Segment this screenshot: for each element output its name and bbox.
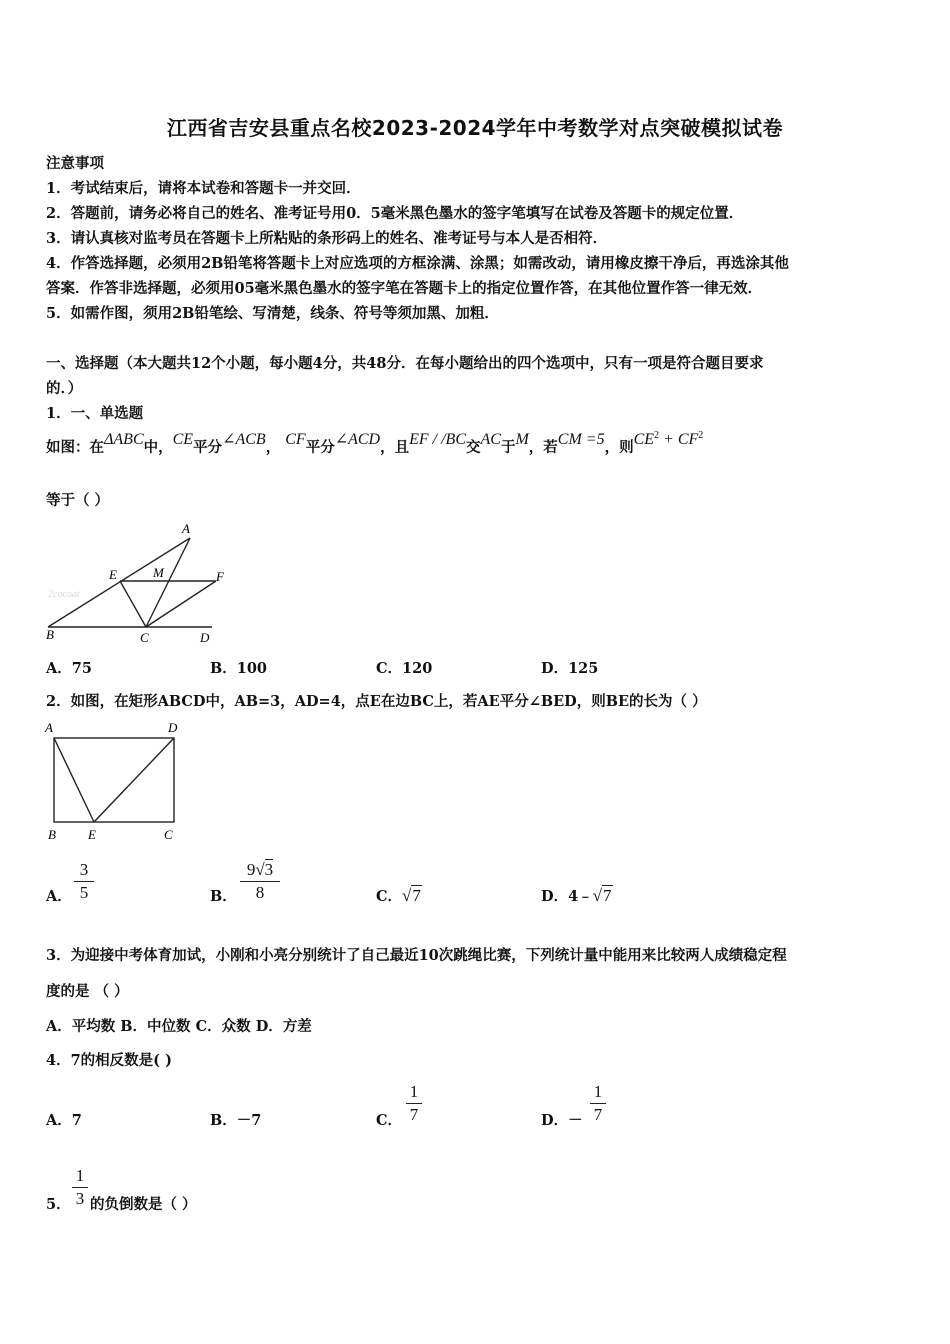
notice-item: 5．如需作图，须用2B铅笔绘、写清楚，线条、符号等须加黑、加粗． [46,305,499,322]
numerator: 1 [75,1166,85,1185]
line-fc [146,581,216,627]
fraction-bar [590,1103,606,1104]
q2-figure [40,716,190,846]
q1-math: AC [480,431,501,448]
q1-text: 平分 [193,439,223,456]
q1-text: 中， [143,439,173,456]
section-heading-cont: 的．） [46,380,83,397]
label-d: D [168,720,178,735]
q3-options[interactable]: A．平均数 B．中位数 C．众数 D．方差 [46,1018,312,1035]
q1-text: 如图：在 [46,439,104,456]
fraction-bar [240,881,280,882]
label-c: C [140,630,149,645]
q1-math: M [515,431,529,448]
q1-math: ∠ACB [222,431,266,448]
q4-option-b[interactable]: B．－7 [210,1112,262,1129]
q1-math: CE [633,431,655,448]
q1-stem-cont: 等于（ ） [46,492,110,509]
q1-figure [40,515,230,650]
sqrt-sign: √ [592,886,603,905]
notice-heading: 注意事项 [46,155,104,172]
fraction-bar [74,881,94,882]
numerator: 1 [593,1082,603,1101]
q3-stem: 3．为迎接中考体育加试，小刚和小亮分别统计了自己最近10次跳绳比赛，下列统计量中能用来比较两人成绩稳定程 [46,947,787,964]
q1-math: CE [172,431,194,448]
q1-text: ，则 [604,439,634,456]
label-d: D [200,630,210,645]
q2-option-d[interactable] [541,885,613,906]
q4-option-c[interactable]: C． [376,1112,403,1129]
radicand: 7 [603,886,612,905]
q4-option-c-fraction [406,1082,422,1125]
q2-option-c[interactable] [376,885,422,906]
q1-option-b[interactable]: B．100 [210,660,268,677]
notice-item: 答案．作答非选择题，必须用05毫米黑色墨水的签字笔在答题卡上的指定位置作答，在其他位置作答一律无效． [46,280,763,297]
q2-option-b-fraction [240,860,280,903]
q4-stem: 4．7的相反数是( ) [46,1052,172,1069]
q2-option-a[interactable]: A． [46,888,72,905]
q1-text: 交 [466,439,481,456]
q1-math: + CF [659,431,699,448]
label-b: B [48,827,56,842]
q1-math: CM =5 [557,431,605,448]
numerator: 3 [79,860,89,879]
q1-math: CF [285,431,306,448]
denominator: 3 [75,1189,85,1208]
label-c: C [164,827,173,842]
sqrt-expression [593,885,613,905]
fraction-bar [72,1187,88,1188]
q1-text: ，若 [528,439,558,456]
coefficient: 9 [246,860,256,879]
q1-text: ， [265,439,281,456]
q1-text: 平分 [305,439,335,456]
q5-stem: 的负倒数是（ ） [90,1196,197,1213]
radicand: 7 [412,886,421,905]
section-heading: 一、选择题（本大题共12个小题，每小题4分，共48分．在每小题给出的四个选项中，只有一项是符合题目要求 [46,355,764,372]
label-a: A [182,521,190,536]
line-ed [94,738,174,822]
denominator: 7 [409,1105,419,1124]
label-e: E [88,827,96,842]
q1-header: 1．一、单选题 [46,405,144,422]
option-label: C． [376,888,403,905]
q1-option-a[interactable]: A．75 [46,660,92,677]
sqrt-sign: √ [402,886,412,905]
label-b: B [46,627,54,642]
sqrt-sign: √ [255,860,265,879]
q4-option-d-fraction [590,1082,606,1125]
q1-option-c[interactable]: C．120 [376,660,433,677]
sqrt-expression [402,885,422,905]
q2-option-a-fraction [74,860,94,903]
numerator: 1 [409,1082,419,1101]
denominator: 8 [255,883,265,902]
numerator [240,860,280,880]
denominator: 7 [593,1105,603,1124]
line-ec [120,581,146,627]
notice-item: 3．请认真核对监考员在答题卡上所粘贴的条形码上的姓名、准考证号与本人是否相符． [46,230,608,247]
watermark: 2cocoat [48,589,80,600]
notice-item: 2．答题前，请务必将自己的姓名、准考证号用0．5毫米黑色墨水的签字笔填写在试卷及答题卡的规定位置． [46,205,744,222]
option-label: D．4﹣ [541,888,593,905]
label-m: M [153,565,164,580]
denominator: 5 [79,883,89,902]
notice-item: 1．考试结束后，请将本试卷和答题卡一并交回． [46,180,361,197]
fraction-bar [406,1103,422,1104]
page-title: 江西省吉安县重点名校2023-2024学年中考数学对点突破模拟试卷 [166,116,784,140]
q2-option-b[interactable]: B． [210,888,237,905]
label-a: A [45,720,53,735]
q1-math: ΔABC [104,431,144,448]
q1-math: EF / /BC [409,431,466,448]
q1-math: ∠ACD [334,431,381,448]
label-e: E [109,567,117,582]
q2-stem: 2．如图，在矩形ABCD中，AB=3，AD=4，点E在边BC上，若AE平分∠BED，则BE的长为（ ） [46,693,707,710]
q3-stem-cont: 度的是 （ ） [46,983,129,1000]
q5-fraction [72,1166,88,1209]
notice-item: 4．作答选择题，必须用2B铅笔将答题卡上对应选项的方框涂满、涂黑；如需改动，请用橡皮擦干净后，再选涂其他 [46,255,789,272]
q1-option-d[interactable]: D．125 [541,660,599,677]
rect-abcd [54,738,174,822]
label-f: F [216,569,224,584]
radicand: 3 [264,860,274,879]
q1-text: ，且 [380,439,410,456]
q4-option-a[interactable]: A．7 [46,1112,82,1129]
q5-number: 5． [46,1196,71,1213]
q1-text: 于 [500,439,516,456]
q1-stem [46,430,704,457]
q1-sup: 2 [654,430,660,442]
line-ae [54,738,94,822]
q4-option-d[interactable]: D．－ [541,1112,583,1129]
q1-sup: 2 [698,430,704,442]
